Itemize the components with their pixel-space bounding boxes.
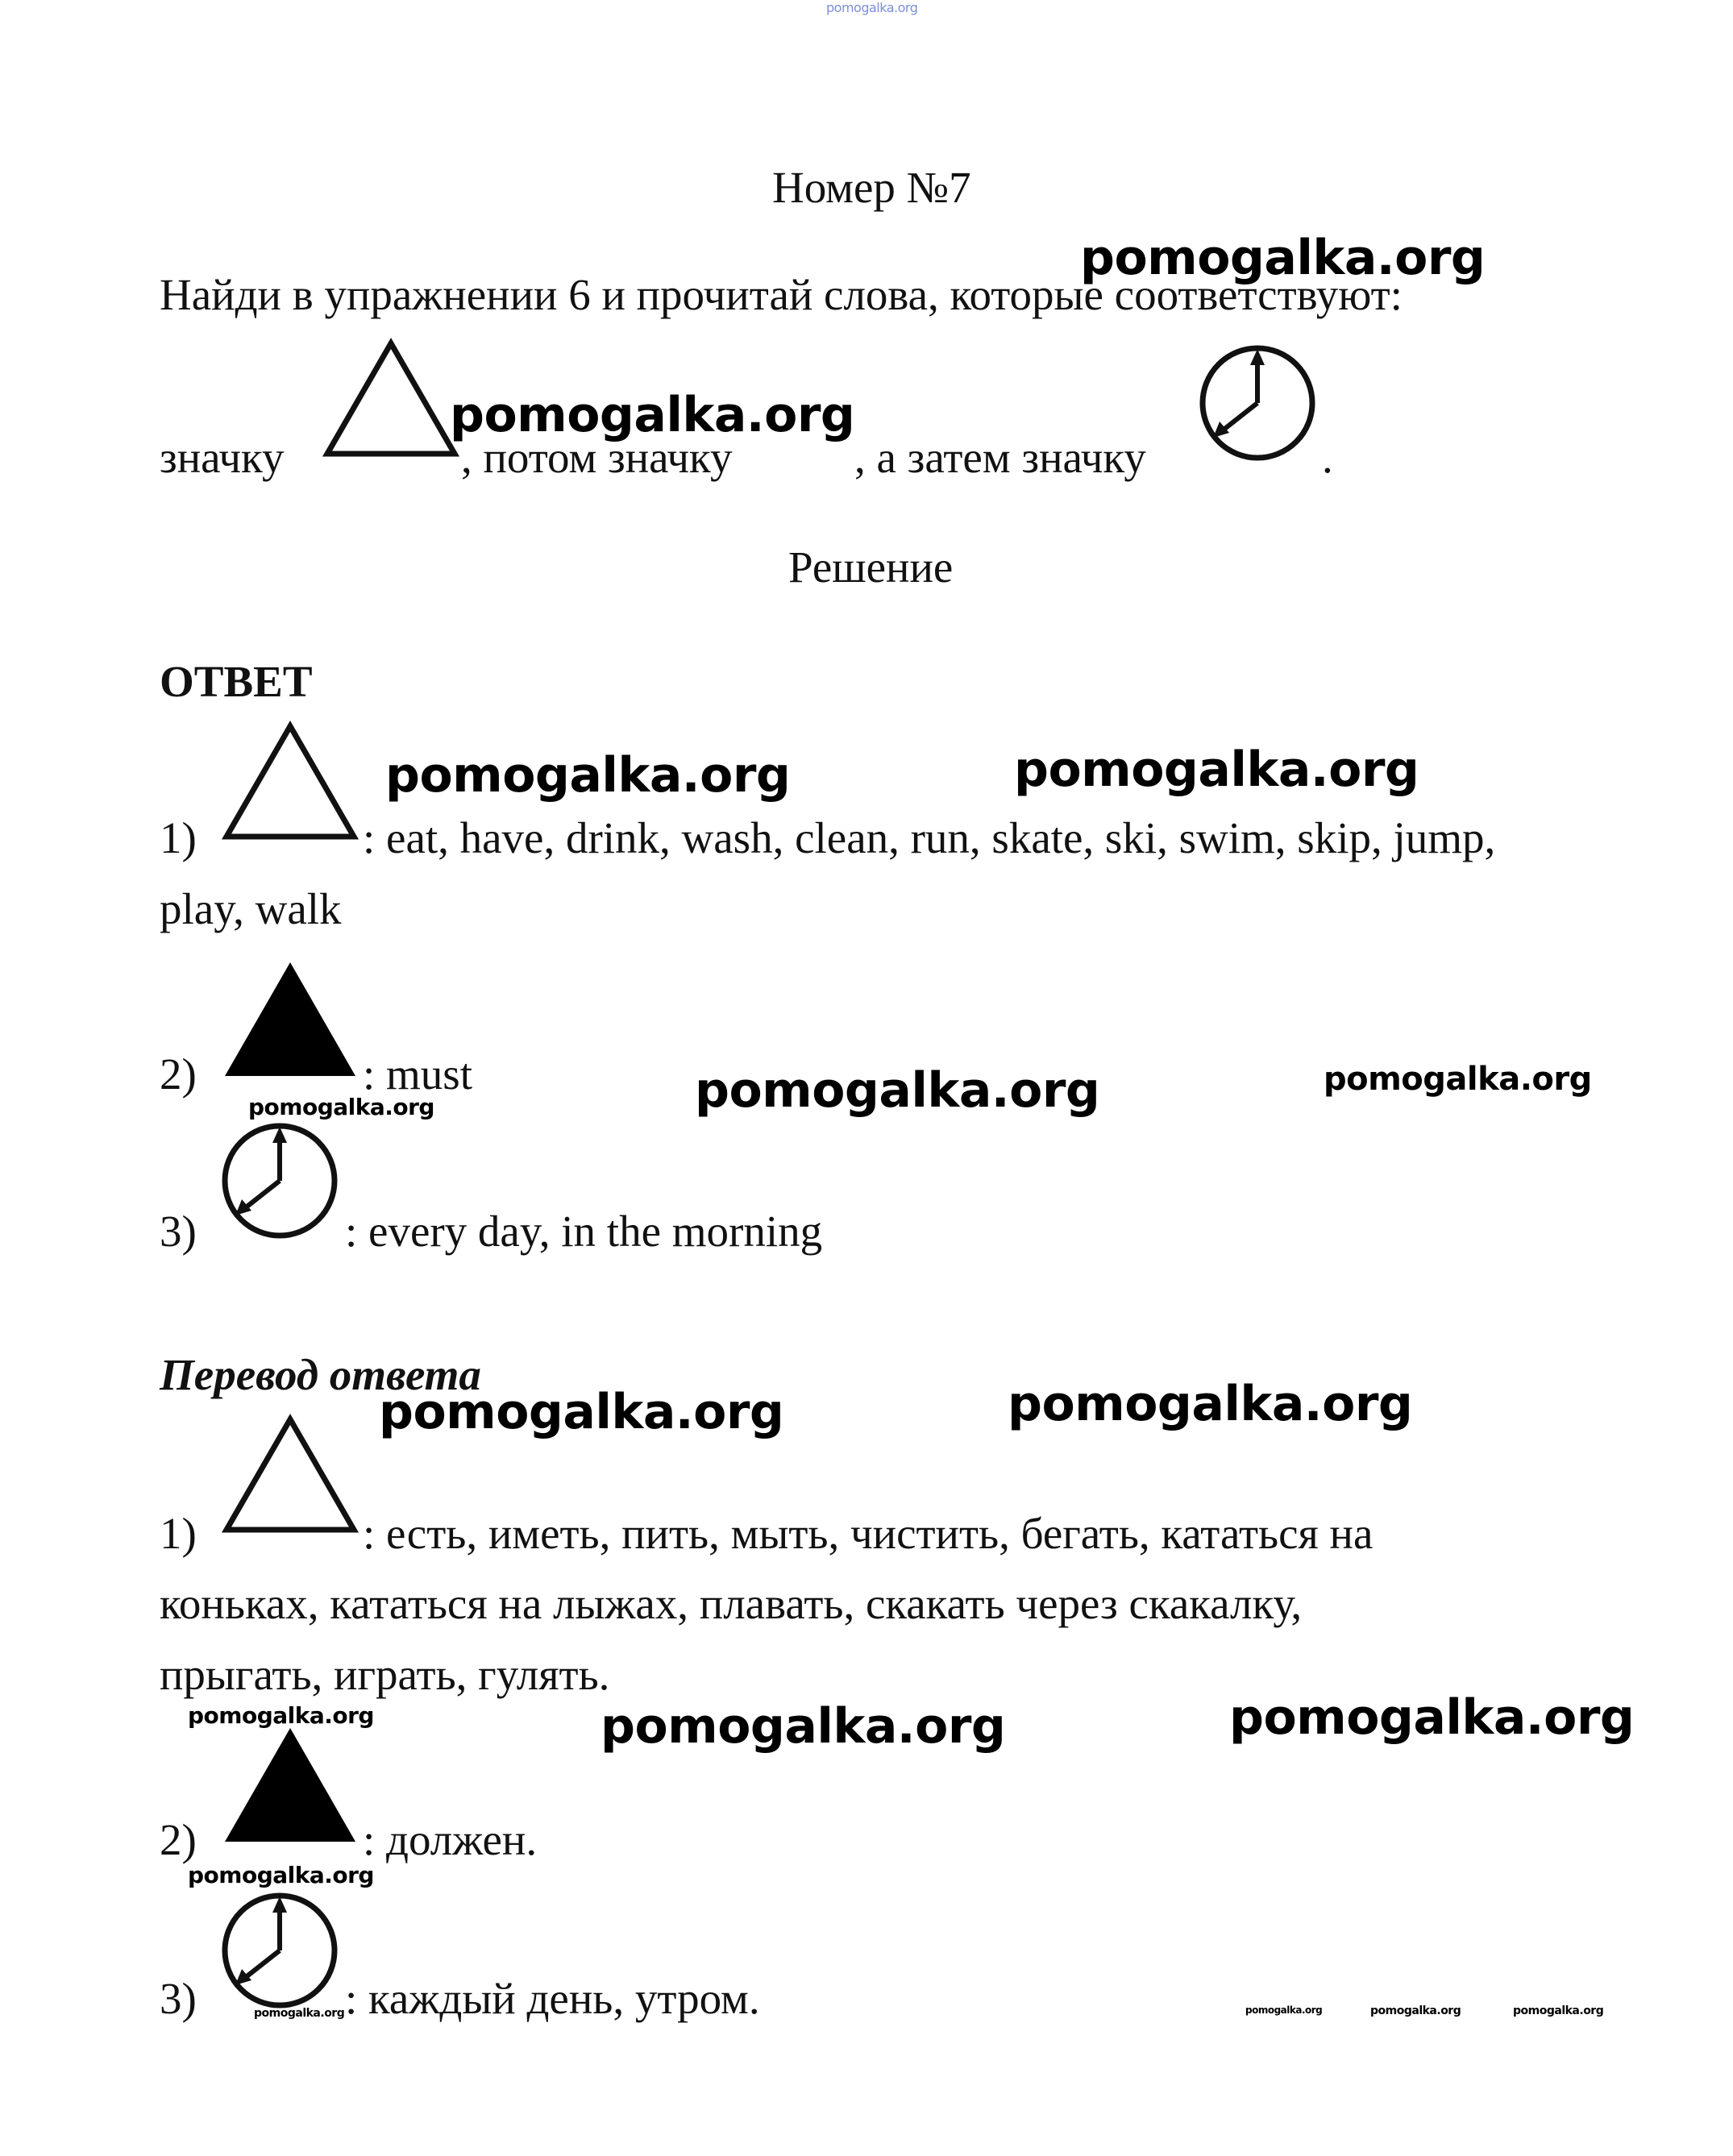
- task-end: .: [1322, 433, 1333, 482]
- triangle-outline-icon: [222, 721, 359, 842]
- answer-1-text: : eat, have, drink, wash, clean, run, skate, ski, swim, skip, jump,: [363, 813, 1496, 862]
- answer-1-cont: play, walk: [160, 884, 342, 933]
- watermark: pomogalka.org: [695, 1062, 1100, 1119]
- watermark: pomogalka.org: [188, 1862, 374, 1888]
- triangle-outline-icon: [222, 1414, 359, 1535]
- watermark: pomogalka.org: [254, 2007, 345, 2020]
- watermark: pomogalka.org: [1245, 2004, 1323, 2016]
- triangle-filled-icon: [222, 959, 359, 1080]
- answer-3-text: : every day, in the morning: [345, 1207, 823, 1256]
- triangle-filled-icon: [222, 1725, 359, 1846]
- translation-1-num: 1): [160, 1509, 197, 1558]
- answer-1-num: 1): [160, 813, 197, 862]
- clock-icon: [219, 1120, 340, 1241]
- translation-3-num: 3): [160, 1974, 197, 2023]
- watermark: pomogalka.org: [1080, 230, 1486, 286]
- watermark: pomogalka.org: [1513, 2004, 1604, 2017]
- translation-2-num: 2): [160, 1815, 197, 1864]
- translation-1-cont2: прыгать, играть, гулять.: [160, 1650, 610, 1699]
- translation-2-text: : должен.: [363, 1815, 538, 1864]
- watermark: pomogalka.org: [601, 1698, 1006, 1755]
- task-znachku: значку: [160, 433, 285, 482]
- watermark: pomogalka.org: [188, 1702, 374, 1729]
- watermark: pomogalka.org: [1229, 1689, 1635, 1746]
- watermark-top: pomogalka.org: [826, 0, 918, 15]
- solution-heading: Решение: [788, 542, 954, 592]
- watermark: pomogalka.org: [1014, 742, 1419, 798]
- triangle-outline-icon: [322, 339, 459, 459]
- task-zatem: , а затем значку: [854, 433, 1146, 482]
- watermark: pomogalka.org: [1008, 1376, 1413, 1432]
- task-potom: , потом значку: [461, 433, 733, 482]
- translation-heading: Перевод ответа: [160, 1350, 481, 1399]
- clock-icon: [219, 1890, 340, 2011]
- translation-1-text: : есть, иметь, пить, мыть, чистить, бегать, кататься на: [363, 1509, 1374, 1558]
- answer-heading: ОТВЕТ: [160, 657, 313, 706]
- watermark: pomogalka.org: [379, 1384, 784, 1440]
- translation-1-cont1: коньках, кататься на лыжах, плавать, скакать через скакалку,: [160, 1579, 1303, 1628]
- answer-2-text: : must: [363, 1049, 472, 1099]
- clock-icon: [1197, 343, 1318, 463]
- watermark: pomogalka.org: [450, 387, 855, 443]
- answer-3-num: 3): [160, 1207, 197, 1256]
- watermark: pomogalka.org: [385, 747, 791, 804]
- answer-2-num: 2): [160, 1049, 197, 1099]
- watermark: pomogalka.org: [1324, 1061, 1592, 1098]
- watermark: pomogalka.org: [1370, 2004, 1461, 2017]
- task-text: Найди в упражнении 6 и прочитай слова, которые соответствуют:: [160, 270, 1403, 319]
- watermark: pomogalka.org: [248, 1094, 434, 1120]
- page-title: Номер №7: [772, 163, 971, 212]
- translation-3-text: : каждый день, утром.: [345, 1974, 760, 2023]
